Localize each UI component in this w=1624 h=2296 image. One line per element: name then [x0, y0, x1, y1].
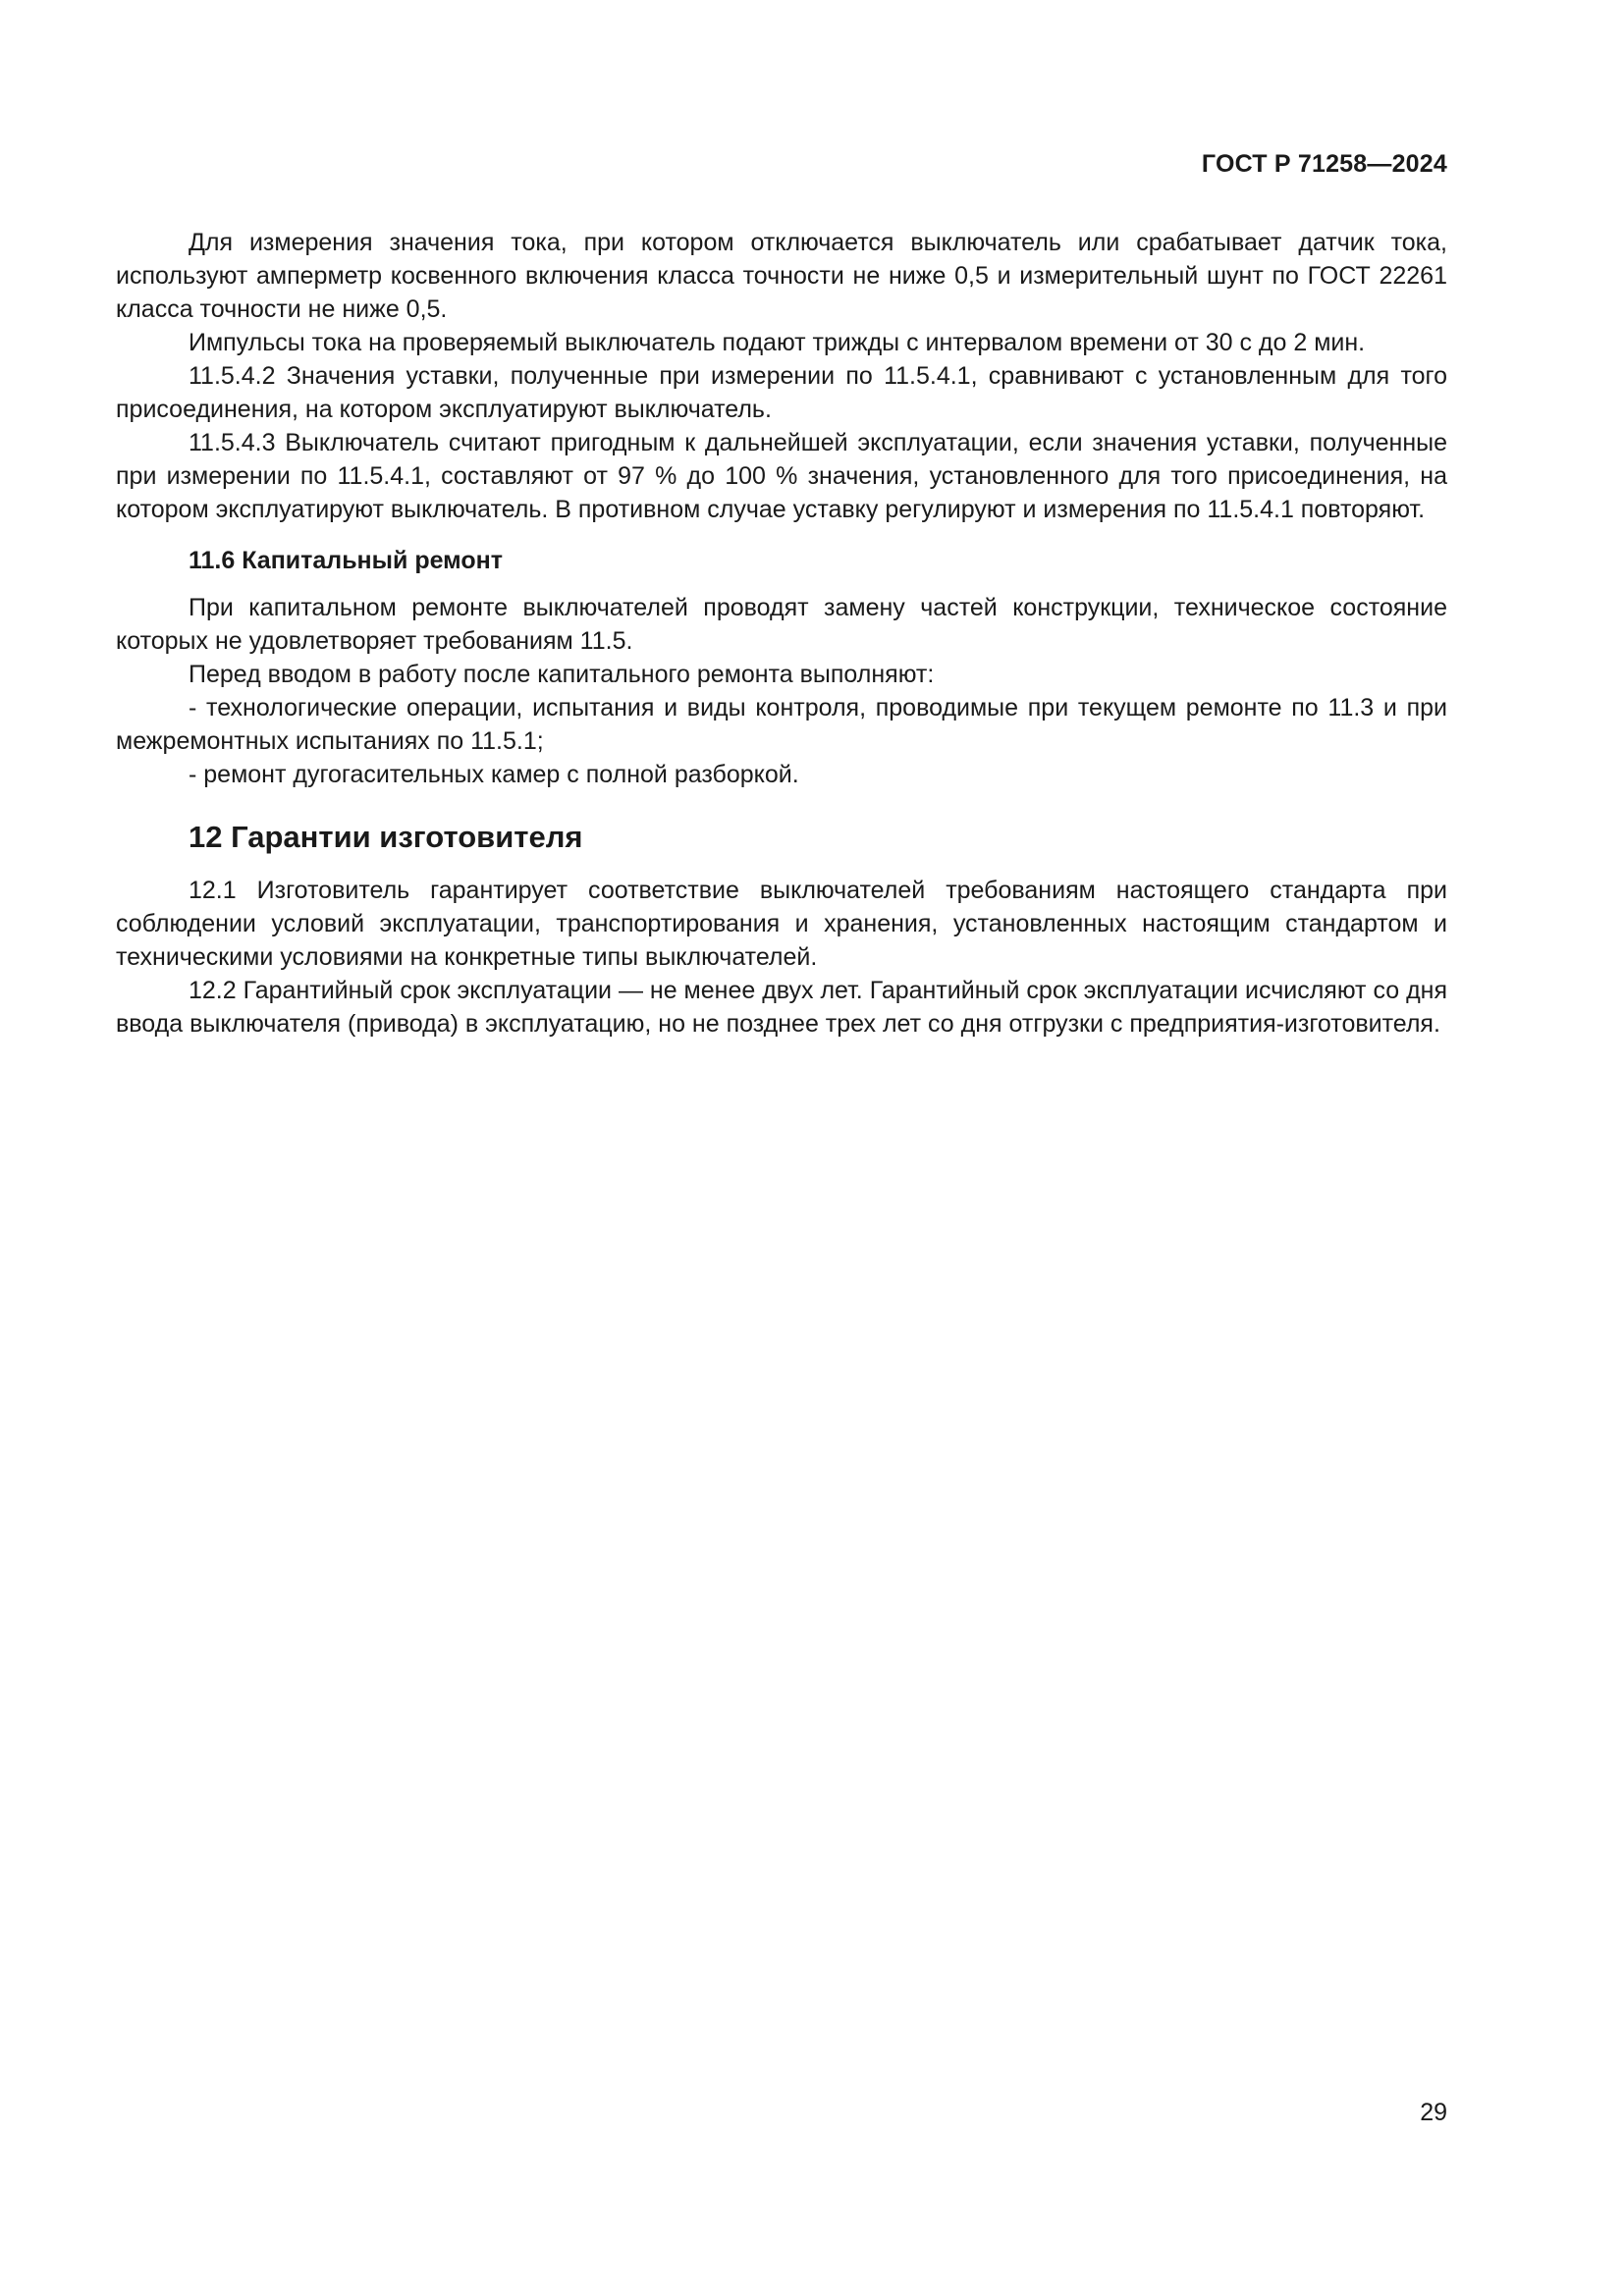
- paragraph-11-5-4-2: 11.5.4.2 Значения уставки, полученные при измерении по 11.5.4.1, сравнивают с установленным для того присоединения, на котором эксплуатируют выключатель.: [116, 362, 1447, 423]
- document-code-header: ГОСТ Р 71258—2024: [1201, 150, 1447, 178]
- page-number: 29: [1420, 2099, 1447, 2126]
- subsection-heading-11-6: 11.6 Капитальный ремонт: [189, 547, 503, 574]
- paragraph-12-1: 12.1 Изготовитель гарантирует соответствие выключателей требованиям настоящего стандарта при соблюдении условий эксплуатации, транспортирования и хранения, установленных настоящим стандартом и техническими условиями на конкретные типы выключателей.: [116, 877, 1447, 971]
- paragraph-current-pulses: Импульсы тока на проверяемый выключатель подают трижды с интервалом времени от 30 с до 2 мин.: [189, 329, 1366, 356]
- paragraph-12-2: 12.2 Гарантийный срок эксплуатации — не менее двух лет. Гарантийный срок эксплуатации исчисляют со дня ввода выключателя (привода) в эксплуатацию, но не позднее трех лет со дня отгрузки с предприятия-изготовителя.: [116, 977, 1448, 1038]
- paragraph-capital-repair: При капитальном ремонте выключателей проводят замену частей конструкции, техническое состояние которых не удовлетворяет требованиям 11.5.: [116, 594, 1447, 655]
- section-heading-12: 12 Гарантии изготовителя: [189, 820, 583, 854]
- list-item-arc-chamber-repair: - ремонт дугогасительных камер с полной разборкой.: [189, 761, 799, 788]
- page-content: [116, 226, 1447, 1041]
- paragraph-current-measurement: Для измерения значения тока, при котором отключается выключатель или срабатывает датчик тока, используют амперметр косвенного включения класса точности не ниже 0,5 и измерительный шунт по ГОСТ 22261 класса точности не ниже 0,5.: [116, 229, 1447, 323]
- paragraph-before-commissioning: Перед вводом в работу после капитального ремонта выполняют:: [189, 661, 935, 688]
- list-item-technological-operations: - технологические операции, испытания и виды контроля, проводимые при текущем ремонте по 11.3 и при межремонтных испытаниях по 11.5.1;: [116, 694, 1447, 755]
- paragraph-11-5-4-3: 11.5.4.3 Выключатель считают пригодным к дальнейшей эксплуатации, если значения уставки, полученные при измерении по 11.5.4.1, составляют от 97 % до 100 % значения, установленного для того присоединения, на котором эксплуатируют выключатель. В противном случае уставку регулируют и измерения по 11.5.4.1 повторяют.: [116, 429, 1447, 523]
